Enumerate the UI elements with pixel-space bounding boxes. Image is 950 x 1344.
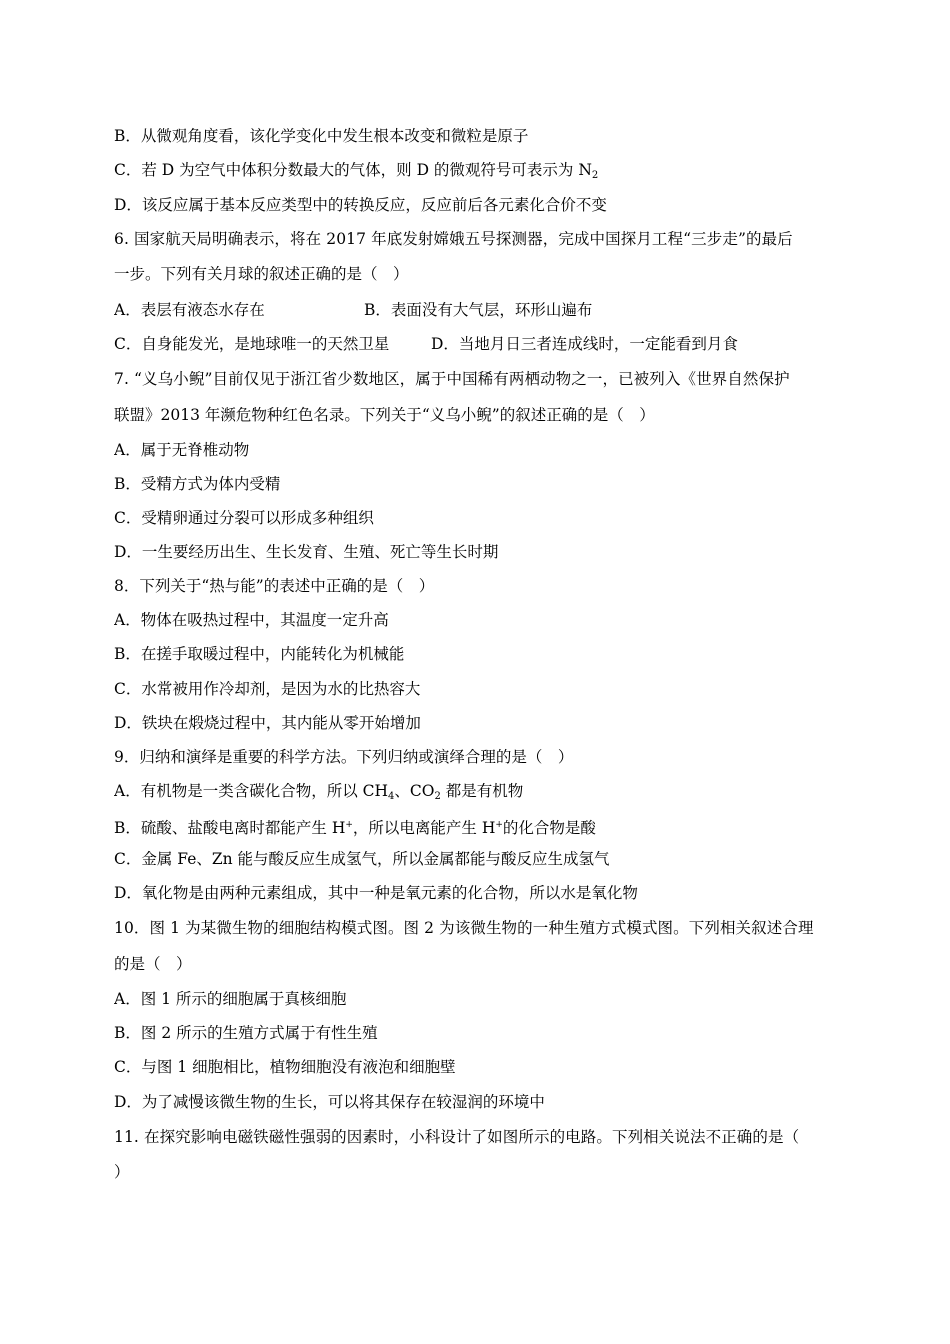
q6-options-row1	[114, 300, 840, 320]
superscript: +	[495, 820, 503, 830]
q7-option-b: B．受精方式为体内受精	[114, 475, 281, 493]
q9-option-b-text2: ，所以电离能产生 H	[352, 819, 496, 837]
q6-stem-line2: 一步。下列有关月球的叙述正确的是（ ）	[114, 265, 409, 283]
q11-stem-line2: ）	[114, 1163, 130, 1181]
q7-stem-line2: 联盟》2013 年濒危物种红色名录。下列关于“义乌小鲵”的叙述正确的是（ ）	[114, 406, 655, 424]
q8-stem: 8．下列关于“热与能”的表述中正确的是（ ）	[114, 577, 435, 595]
q9-option-b-text1: B．硫酸、盐酸电离时都能产生 H	[114, 819, 346, 837]
q9-option-b-text3: 的化合物是酸	[502, 819, 596, 837]
q10-option-a: A．图 1 所示的细胞属于真核细胞	[114, 990, 347, 1008]
q9-option-a-text2: 、CO	[394, 782, 435, 800]
q5-option-b: B．从微观角度看，该化学变化中发生根本改变和微粒是原子	[114, 127, 529, 145]
q9-option-a	[114, 781, 840, 807]
q9-stem: 9．归纳和演绎是重要的科学方法。下列归纳或演绎合理的是（ ）	[114, 748, 574, 766]
subscript: 4	[388, 791, 395, 802]
q11-stem-line1: 11. 在探究影响电磁铁磁性强弱的因素时，小科设计了如图所示的电路。下列相关说法不正确的是（	[114, 1128, 800, 1146]
q6-option-a: A．表层有液态水存在	[114, 301, 265, 319]
q5-option-d: D．该反应属于基本反应类型中的转换反应，反应前后各元素化合价不变	[114, 196, 607, 214]
subscript: 2	[591, 170, 599, 181]
q10-option-c: C．与图 1 细胞相比，植物细胞没有液泡和细胞壁	[114, 1058, 456, 1076]
q6-options-row2	[114, 334, 840, 354]
q9-option-c: C．金属 Fe、Zn 能与酸反应生成氢气，所以金属都能与酸反应生成氢气	[114, 850, 610, 868]
q6-option-c: C．自身能发光，是地球唯一的天然卫星	[114, 335, 390, 353]
q6-option-d: D．当地月日三者连成线时，一定能看到月食	[431, 335, 738, 353]
q7-option-d: D．一生要经历出生、生长发育、生殖、死亡等生长时期	[114, 543, 499, 561]
q9-option-a-text1: A．有机物是一类含碳化合物，所以 CH	[114, 782, 388, 800]
q10-stem-line1: 10．图 1 为某微生物的细胞结构模式图。图 2 为该微生物的一种生殖方式模式图。下列相关叙述合理	[114, 919, 814, 937]
q10-option-b: B．图 2 所示的生殖方式属于有性生殖	[114, 1024, 378, 1042]
q5-option-c	[114, 160, 840, 186]
q10-stem-line2: 的是（ ）	[114, 955, 192, 973]
superscript: +	[345, 820, 353, 830]
q7-option-c: C．受精卵通过分裂可以形成多种组织	[114, 509, 374, 527]
q6-stem-line1: 6. 国家航天局明确表示，将在 2017 年底发射嫦娥五号探测器，完成中国探月工程“三步走”的最后	[114, 230, 793, 248]
q8-option-c: C．水常被用作冷却剂，是因为水的比热容大	[114, 680, 421, 698]
q8-option-b: B．在搓手取暖过程中，内能转化为机械能	[114, 645, 405, 663]
q9-option-a-text3: 都是有机物	[440, 782, 524, 800]
q6-option-b: B．表面没有大气层，环形山遍布	[364, 301, 593, 319]
q5-option-c-text: C．若 D 为空气中体积分数最大的气体，则 D 的微观符号可表示为 N	[114, 161, 592, 179]
q8-option-d: D．铁块在煅烧过程中，其内能从零开始增加	[114, 714, 421, 732]
q8-option-a: A．物体在吸热过程中，其温度一定升高	[114, 611, 389, 629]
q9-option-b	[114, 815, 840, 838]
q7-stem-line1: 7. “义乌小鲵”目前仅见于浙江省少数地区，属于中国稀有两栖动物之一，已被列入《世界自然保护	[114, 370, 790, 388]
subscript: 2	[434, 791, 441, 802]
q9-option-d: D．氧化物是由两种元素组成，其中一种是氧元素的化合物，所以水是氧化物	[114, 884, 638, 902]
q10-option-d: D．为了减慢该微生物的生长，可以将其保存在较湿润的环境中	[114, 1093, 545, 1111]
q7-option-a: A．属于无脊椎动物	[114, 441, 250, 459]
